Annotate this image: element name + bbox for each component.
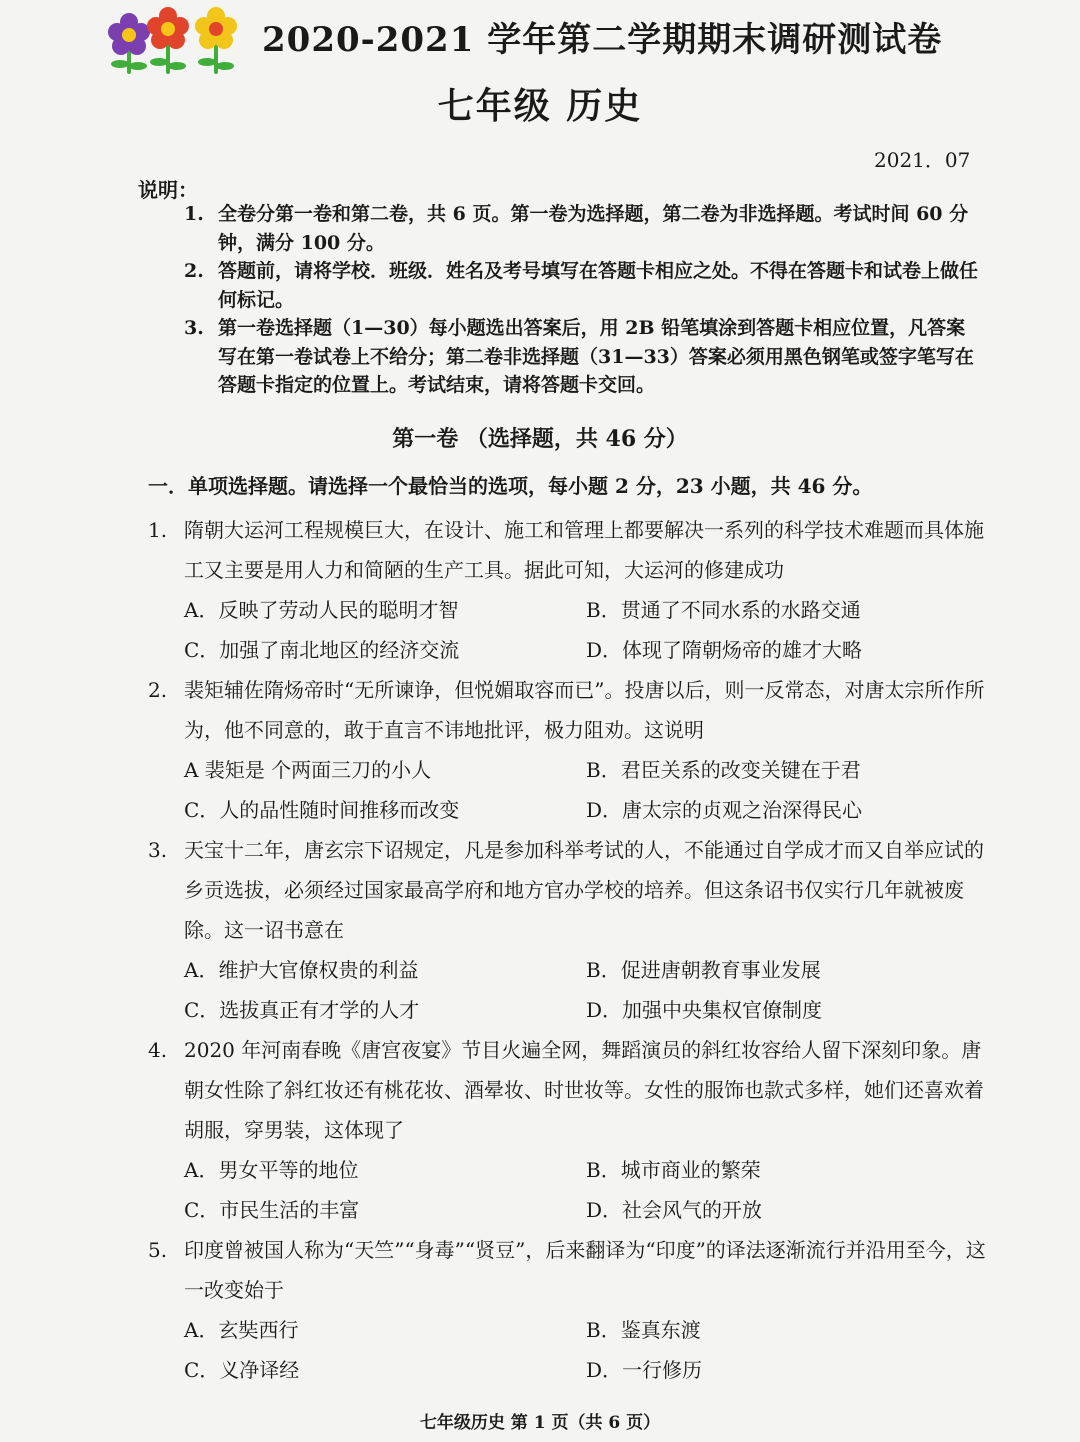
note-text: 全卷分第一卷和第二卷，共 6 页。第一卷为选择题，第二卷为非选择题。考试时间 60 分钟，满分 100 分。	[218, 203, 969, 254]
note-item	[184, 200, 984, 257]
option-a: A．玄奘西行	[184, 1318, 299, 1342]
note-number: 3.	[184, 317, 204, 339]
exam-date: 2021．07	[874, 148, 971, 172]
question	[148, 510, 988, 670]
question-stem: 裴矩辅佐隋炀帝时“无所谏诤，但悦媚取容而已”。投唐以后，则一反常态，对唐太宗所作所为，他不同意的，敢于直言不讳地批评，极力阻劝。这说明	[184, 678, 985, 742]
option-b: B．促进唐朝教育事业发展	[586, 958, 821, 982]
question-stem: 天宝十二年，唐玄宗下诏规定，凡是参加科举考试的人，不能通过自学成才而又自举应试的乡贡选拔，必须经过国家最高学府和地方官办学校的培养。但这条诏书仅实行几年就被废除。这一诏书意在	[184, 838, 984, 942]
option-b: B．鉴真东渡	[586, 1318, 701, 1342]
option-a: A．男女平等的地位	[184, 1158, 359, 1182]
question-stem: 印度曾被国人称为“天竺”“身毒”“贤豆”，后来翻译为“印度”的译法逐渐流行并沿用至今，这一改变始于	[184, 1238, 986, 1302]
question-stem: 2020 年河南春晚《唐宫夜宴》节目火遍全网，舞蹈演员的斜红妆容给人留下深刻印象。唐朝女性除了斜红妆还有桃花妆、酒晕妆、时世妆等。女性的服饰也款式多样，她们还喜欢着胡服，穿男装，这体现了	[184, 1038, 984, 1142]
question	[148, 830, 988, 1030]
option-d: D．一行修历	[586, 1358, 703, 1382]
option-d: D．体现了隋朝炀帝的雄才大略	[586, 638, 863, 662]
option-a: A 裴矩是 个两面三刀的小人	[184, 758, 432, 782]
option-d: D．唐太宗的贞观之治深得民心	[586, 798, 863, 822]
option-c: C．选拔真正有才学的人才	[184, 998, 420, 1022]
section-title: 第一卷 （选择题，共 46 分）	[392, 426, 688, 452]
note-text: 答题前，请将学校．班级．姓名及考号填写在答题卡相应之处。不得在答题卡和试卷上做任何标记。	[218, 260, 979, 311]
question	[148, 1230, 988, 1390]
option-b: B．城市商业的繁荣	[586, 1158, 761, 1182]
option-a: A．维护大官僚权贵的利益	[184, 958, 419, 982]
note-item	[184, 314, 984, 400]
question-number: 2.	[148, 678, 168, 702]
exam-subtitle: 七年级 历史	[437, 85, 643, 127]
notes-heading: 说明：	[138, 178, 198, 202]
flower-logo	[104, 4, 254, 78]
option-b: B．君臣关系的改变关键在于君	[586, 758, 861, 782]
option-b: B．贯通了不同水系的水路交通	[586, 598, 861, 622]
option-c: C．人的品性随时间推移而改变	[184, 798, 460, 822]
notes-list	[184, 200, 984, 400]
question	[148, 1030, 988, 1230]
option-a: A．反映了劳动人民的聪明才智	[184, 598, 459, 622]
question-number: 3.	[148, 838, 168, 862]
question-number: 5.	[148, 1238, 168, 1262]
note-number: 2.	[184, 260, 204, 282]
question	[148, 670, 988, 830]
page-footer: 七年级历史 第 1 页（共 6 页）	[419, 1413, 661, 1433]
question-list	[148, 510, 988, 1390]
option-c: C．加强了南北地区的经济交流	[184, 638, 460, 662]
note-number: 1.	[184, 203, 204, 225]
note-text: 第一卷选择题（1—30）每小题选出答案后，用 2B 铅笔填涂到答题卡相应位置，凡答案写在第一卷试卷上不给分；第二卷非选择题（31—33）答案必须用黑色钢笔或签字笔写在答题卡指定的位置上。考试结束，请将答题卡交回。	[218, 317, 974, 396]
section-instruction: 一．单项选择题。请选择一个最恰当的选项，每小题 2 分，23 小题，共 46 分。	[148, 474, 873, 498]
note-item	[184, 257, 984, 314]
question-number: 1.	[148, 518, 168, 542]
option-c: C．市民生活的丰富	[184, 1198, 360, 1222]
question-stem: 隋朝大运河工程规模巨大，在设计、施工和管理上都要解决一系列的科学技术难题而具体施工又主要是用人力和简陋的生产工具。据此可知，大运河的修建成功	[184, 518, 984, 582]
option-d: D．加强中央集权官僚制度	[586, 998, 823, 1022]
option-c: C．义净译经	[184, 1358, 300, 1382]
exam-title: 2020-2021 学年第二学期期末调研测试卷	[262, 20, 943, 60]
question-number: 4.	[148, 1038, 168, 1062]
option-d: D．社会风气的开放	[586, 1198, 763, 1222]
